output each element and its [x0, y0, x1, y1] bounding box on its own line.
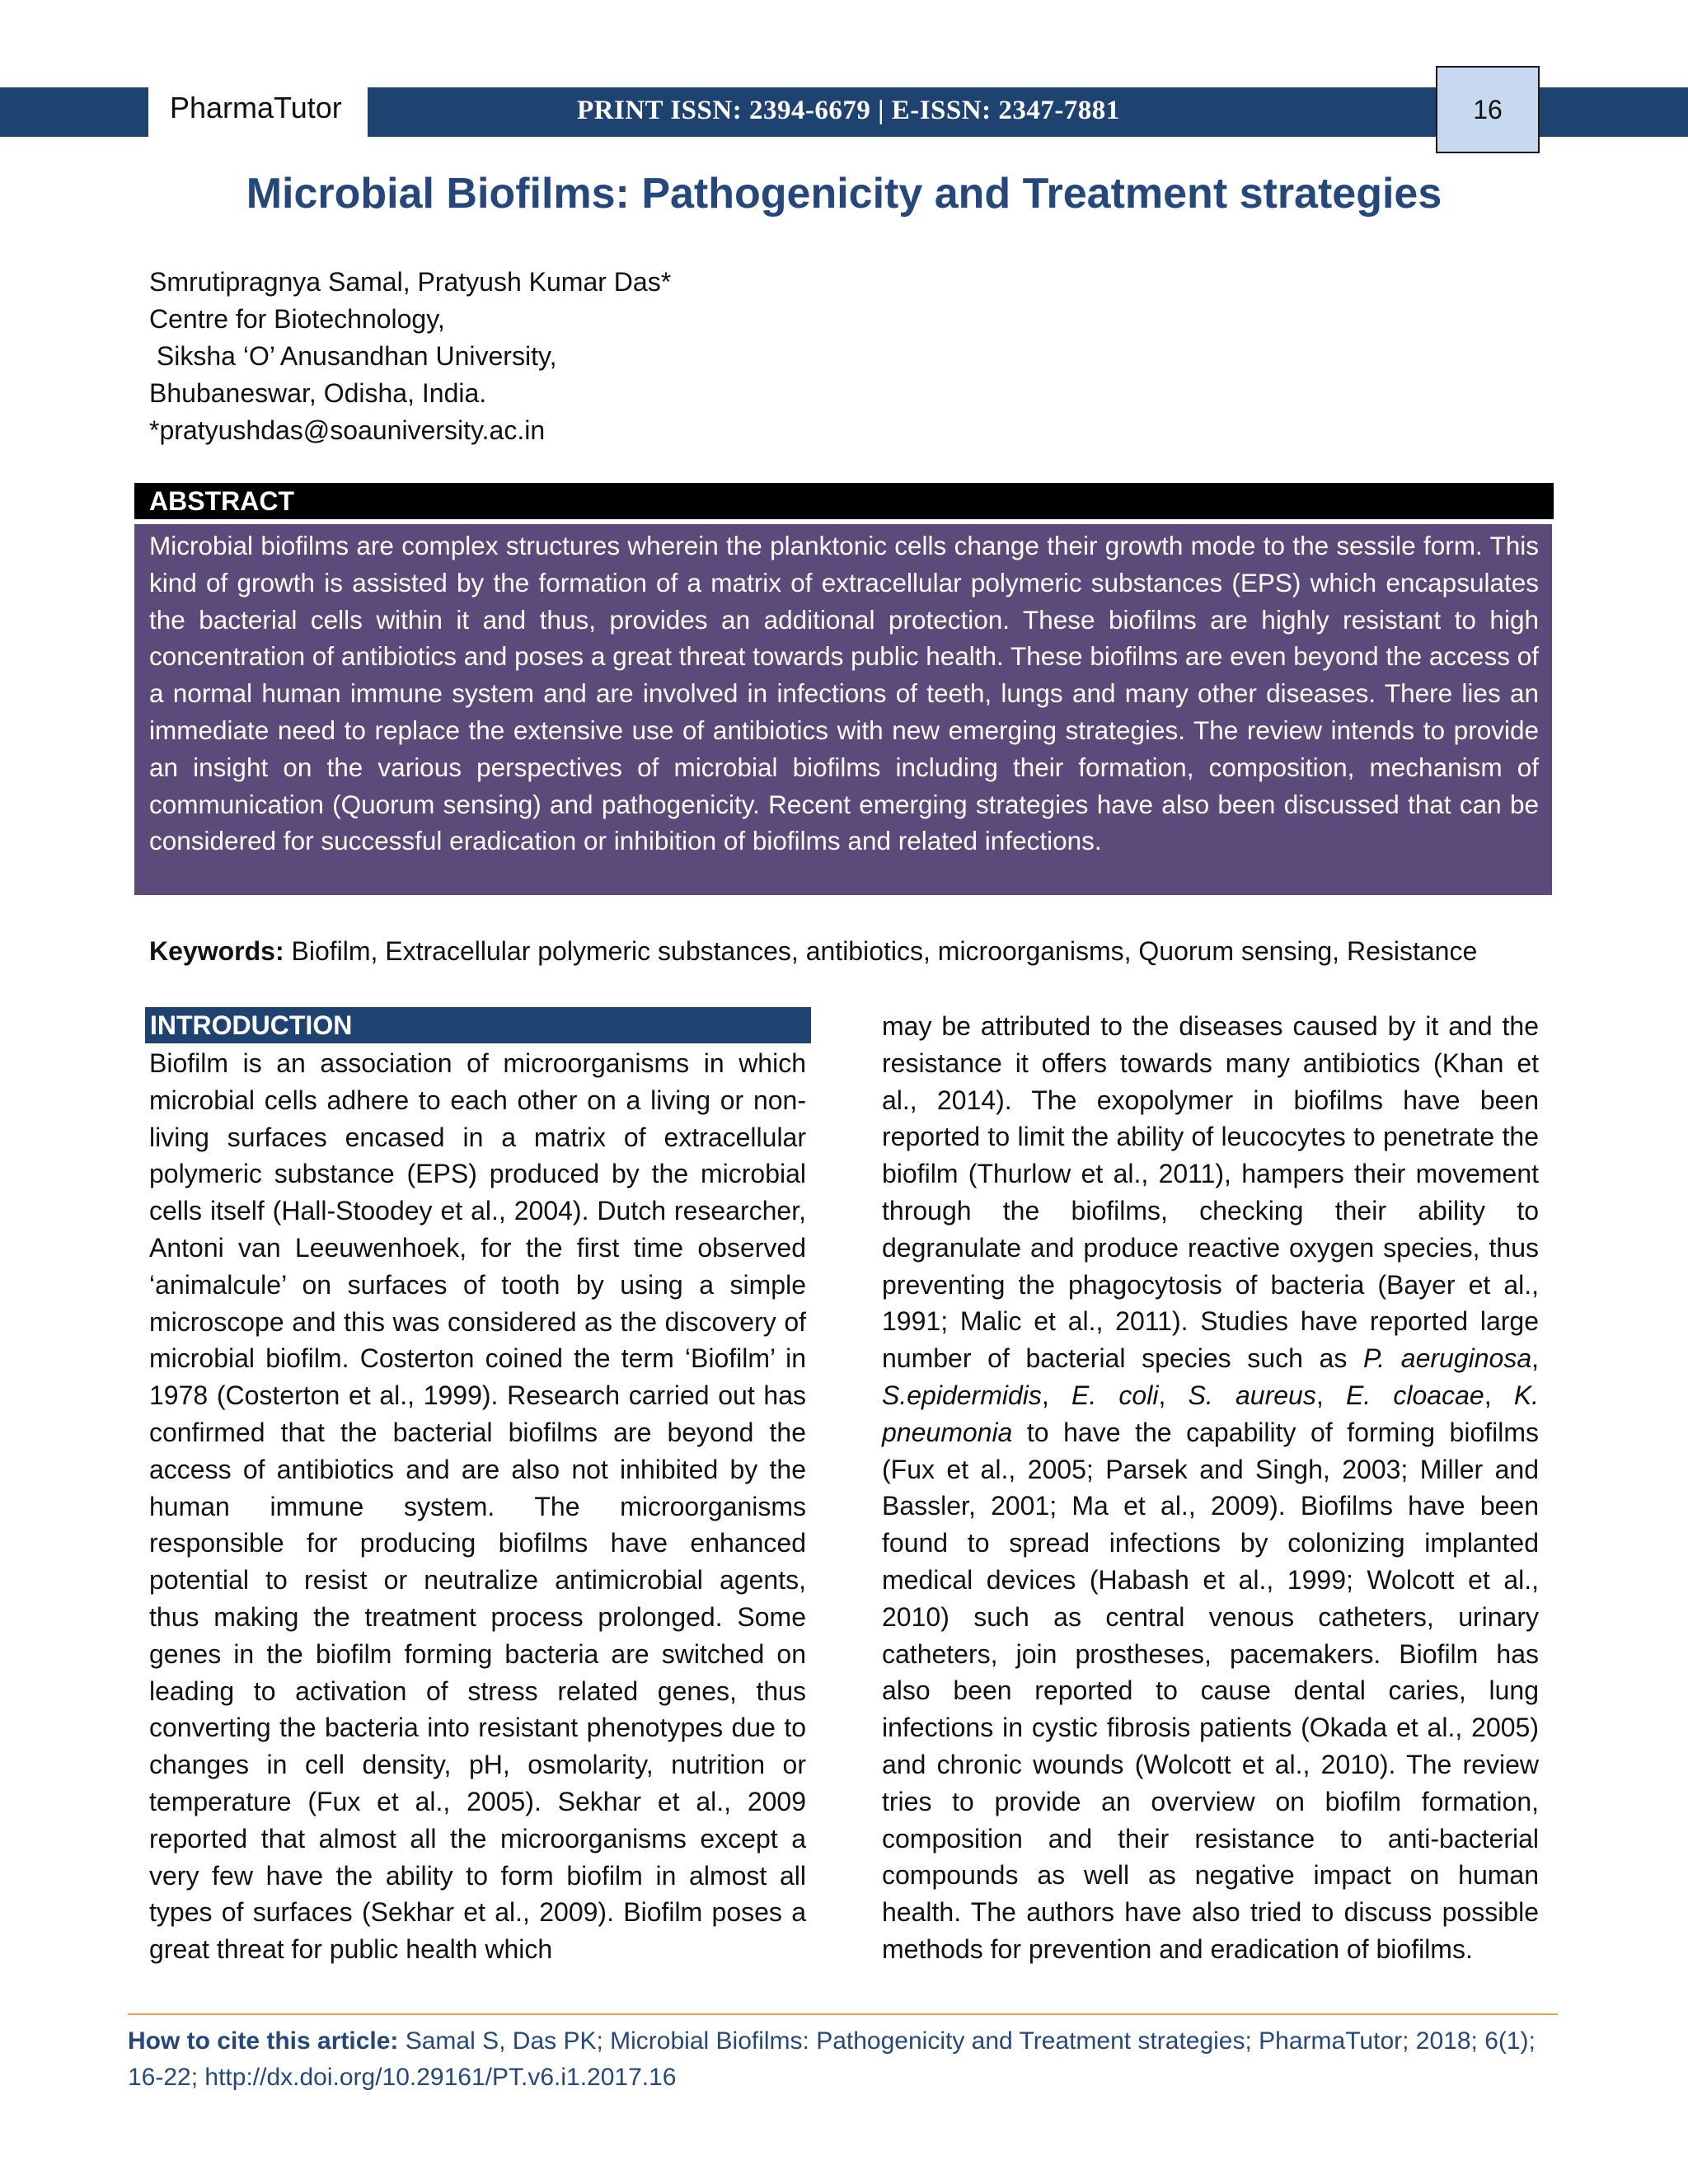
left-column-text: Biofilm is an association of microorganisms in which microbial cells adhere to each other on a living or non-living surfaces encased in a matrix of extracellular polymeric substance (EPS) produced by the microbial cells itself (Hall-Stoodey et al., 2004). Dutch researcher, Antoni van Leeuwenhoek, for the first time observed ‘animalcule’ on surfaces of tooth by using a simple microscope and this was considered as the discovery of microbial biofilm. Costerton coined the term ‘Biofilm’ in 1978 (Costerton et al., 1999). Research carried out has confirmed that the bacterial biofilms are beyond the access of antibiotics and are also not inhibited by the human immune system. The microorganisms responsible for producing biofilms have enhanced potential to resist or neutralize antimicrobial agents, thus making the treatment process prolonged. Some genes in the biofilm forming bacteria are switched on leading to activation of stress related genes, thus converting the bacteria into resistant phenotypes due to changes in cell density, pH, osmolarity, nutrition or temperature (Fux et al., 2005). Sekhar et al., 2009 reported that almost all the microorganisms except a very few have the ability to form biofilm in almost all types of surfaces (Sekhar et al., 2009). Biofilm poses a great threat for public health which — [149, 1048, 806, 1965]
citation-label: How to cite this article: — [128, 2027, 399, 2055]
keywords-label: Keywords: — [149, 936, 284, 966]
author-block — [149, 264, 671, 449]
keywords-text: Biofilm, Extracellular polymeric substances, antibiotics, microorganisms, Quorum sensing, Resistance — [284, 936, 1478, 966]
species-name: S. aureus — [1188, 1380, 1316, 1410]
separator: , — [1531, 1343, 1540, 1374]
keywords — [149, 936, 1550, 967]
affiliation-line: Bhubaneswar, Odisha, India. — [149, 378, 487, 408]
species-name: S.epidermidis — [882, 1380, 1042, 1410]
separator: , — [1315, 1380, 1346, 1410]
right-text-part-1: may be attributed to the diseases caused by it and the resistance it offers towards many antibiotics (Khan et al., 2014). The exopolymer in biofilms have been reported to limit the ability of leucocytes to penetrate the biofilm (Thurlow et al., 2011), hampers their movement through the biofilms, checking their ability to degranulate and produce reactive oxygen species, thus preventing the phagocytosis of bacteria (Bayer et al., 1991; Malic et al., 2011). Studies have reported large number of bacterial species such as — [882, 1011, 1539, 1374]
author-email[interactable]: *pratyushdas@soauniversity.ac.in — [149, 415, 546, 445]
author-names: Smrutipragnya Samal, Pratyush Kumar Das* — [149, 267, 672, 297]
separator: , — [1484, 1380, 1514, 1410]
page-number: 16 — [1436, 66, 1540, 153]
issn-line: PRINT ISSN: 2394-6679 | E-ISSN: 2347-7881 — [577, 96, 1120, 125]
separator: , — [1041, 1380, 1071, 1410]
article-title: Microbial Biofilms: Pathogenicity and Treatment strategies — [246, 170, 1442, 218]
species-name: E. cloacae — [1345, 1380, 1484, 1410]
species-name: E. coli — [1071, 1380, 1159, 1410]
introduction-heading: INTRODUCTION — [145, 1007, 811, 1043]
abstract-heading: ABSTRACT — [134, 483, 1554, 519]
footer-rule — [128, 2013, 1558, 2015]
right-column-text — [882, 1008, 1539, 1968]
citation-text[interactable]: Samal S, Das PK; Microbial Biofilms: Pathogenicity and Treatment strategies; PharmaTutor; 2018; 6(1); 16-22; http://dx.doi.org/10.29161/PT.v6.i1.2017.16 — [128, 2027, 1536, 2091]
species-name: P. aeruginosa — [1363, 1343, 1532, 1374]
abstract-text: Microbial biofilms are complex structures wherein the planktonic cells change their growth mode to the sessile form. This kind of growth is assisted by the formation of a matrix of extracellular polymeric substances (EPS) which encapsulates the bacterial cells within it and thus, provides an additional protection. These biofilms are highly resistant to high concentration of antibiotics and poses a great threat towards public health. These biofilms are even beyond the access of a normal human immune system and are involved in infections of teeth, lungs and many other diseases. There lies an immediate need to replace the extensive use of antibiotics with new emerging strategies. The review intends to provide an insight on the various perspectives of microbial biofilms including their formation, composition, mechanism of communication (Quorum sensing) and pathogenicity. Recent emerging strategies have also been discussed that can be considered for successful eradication or inhibition of biofilms and related infections. — [134, 524, 1552, 895]
citation — [128, 2023, 1558, 2096]
species-name: K. pneumonia — [882, 1380, 1540, 1447]
separator: , — [1158, 1380, 1189, 1410]
affiliation-line: Centre for Biotechnology, — [149, 304, 445, 334]
right-text-part-2: to have the capability of forming biofilms (Fux et al., 2005; Parsek and Singh, 2003; Miller and Bassler, 2001; Ma et al., 2009). Biofilms have been found to spread infections by colonizing implanted medical devices (Habash et al., 1999; Wolcott et al., 2010) such as central venous catheters, urinary catheters, join prostheses, pacemakers. Biofilm has also been reported to cause dental caries, lung infections in cystic fibrosis patients (Okada et al., 2005) and chronic wounds (Wolcott et al., 2010). The review tries to provide an overview on biofilm formation, composition and their resistance to anti-bacterial compounds as well as negative impact on human health. The authors have also tried to discuss possible methods for prevention and eradication of biofilms. — [882, 1417, 1539, 1964]
affiliation-line: Siksha ‘O’ Anusandhan University, — [149, 341, 557, 371]
journal-brand: PharmaTutor — [170, 91, 342, 124]
